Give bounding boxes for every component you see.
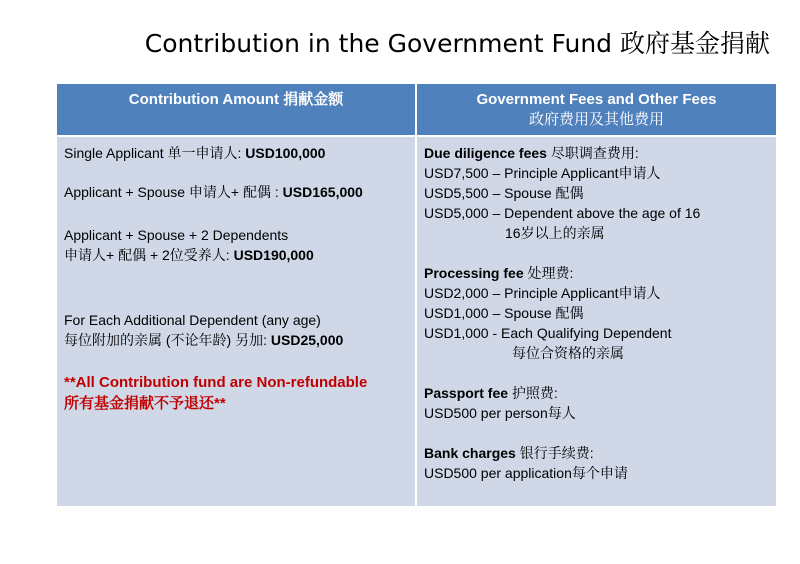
single-applicant-label: Single Applicant 单一申请人: (64, 145, 246, 161)
additional-dependent-label: 每位附加的亲属 (不论年龄) 另加: (64, 332, 271, 348)
applicant-spouse-amount: USD165,000 (282, 184, 363, 200)
right-column-header (417, 84, 776, 135)
additional-dependent-line1: For Each Additional Dependent (any age) (64, 312, 321, 328)
processing-fee-title-cn: 处理费: (523, 265, 574, 281)
additional-dependent-amount: USD25,000 (270, 332, 344, 348)
bank-charges-title-cn: 银行手续费: (515, 445, 594, 461)
passport-fee-item: USD500 per person每人 (424, 405, 576, 421)
dependents-label: 申请人+ 配偶 + 2位受养人: (64, 247, 234, 263)
non-refundable-notice: **All Contribution fund are Non-refundable (64, 374, 368, 391)
dependents-line2 (64, 245, 314, 265)
processing-fee-item: USD2,000 – Principle Applicant申请人 (424, 285, 661, 301)
passport-fee-title-en: Passport fee (424, 385, 509, 401)
processing-fee-title-en: Processing fee (424, 265, 524, 281)
fees-table (57, 84, 776, 506)
applicant-spouse-label: Applicant + Spouse 申请人+ 配偶 : (64, 184, 283, 200)
applicant-spouse-line (64, 182, 363, 202)
dependents-amount: USD190,000 (233, 247, 314, 263)
due-diligence-item: USD5,500 – Spouse 配偶 (424, 185, 584, 201)
due-diligence-item-cn: 16岁以上的亲属 (505, 225, 605, 241)
bank-charges-title (424, 443, 594, 463)
dependents-line1: Applicant + Spouse + 2 Dependents (64, 227, 289, 243)
left-column-header: Contribution Amount 捐献金额 (57, 84, 415, 135)
due-diligence-title (424, 143, 639, 163)
due-diligence-title-en: Due diligence fees (424, 145, 547, 161)
slide-title: Contribution in the Government Fund 政府基金捐献 (144, 29, 770, 58)
due-diligence-item: USD7,500 – Principle Applicant申请人 (424, 165, 661, 181)
single-applicant-amount: USD100,000 (245, 145, 326, 161)
bank-charges-item: USD500 per application每个申请 (424, 465, 628, 481)
due-diligence-title-cn: 尽职调查费用: (546, 145, 639, 161)
passport-fee-title-cn: 护照费: (508, 385, 558, 401)
processing-fee-item-cn: 每位合资格的亲属 (512, 345, 624, 361)
fees-cell (417, 137, 776, 506)
processing-fee-title (424, 263, 573, 283)
contribution-cell (57, 137, 415, 506)
passport-fee-title (424, 383, 558, 403)
processing-fee-item: USD1,000 – Spouse 配偶 (424, 305, 584, 321)
processing-fee-item: USD1,000 - Each Qualifying Dependent (424, 325, 672, 341)
non-refundable-notice-cn: 所有基金捐献不予退还** (64, 395, 226, 412)
right-header-line2: 政府费用及其他费用 (528, 111, 664, 128)
due-diligence-item: USD5,000 – Dependent above the age of 16 (424, 205, 701, 221)
bank-charges-title-en: Bank charges (424, 445, 516, 461)
right-header-line1: Government Fees and Other Fees (476, 91, 717, 108)
single-applicant-line (64, 143, 325, 163)
additional-dependent-line2 (64, 330, 343, 350)
